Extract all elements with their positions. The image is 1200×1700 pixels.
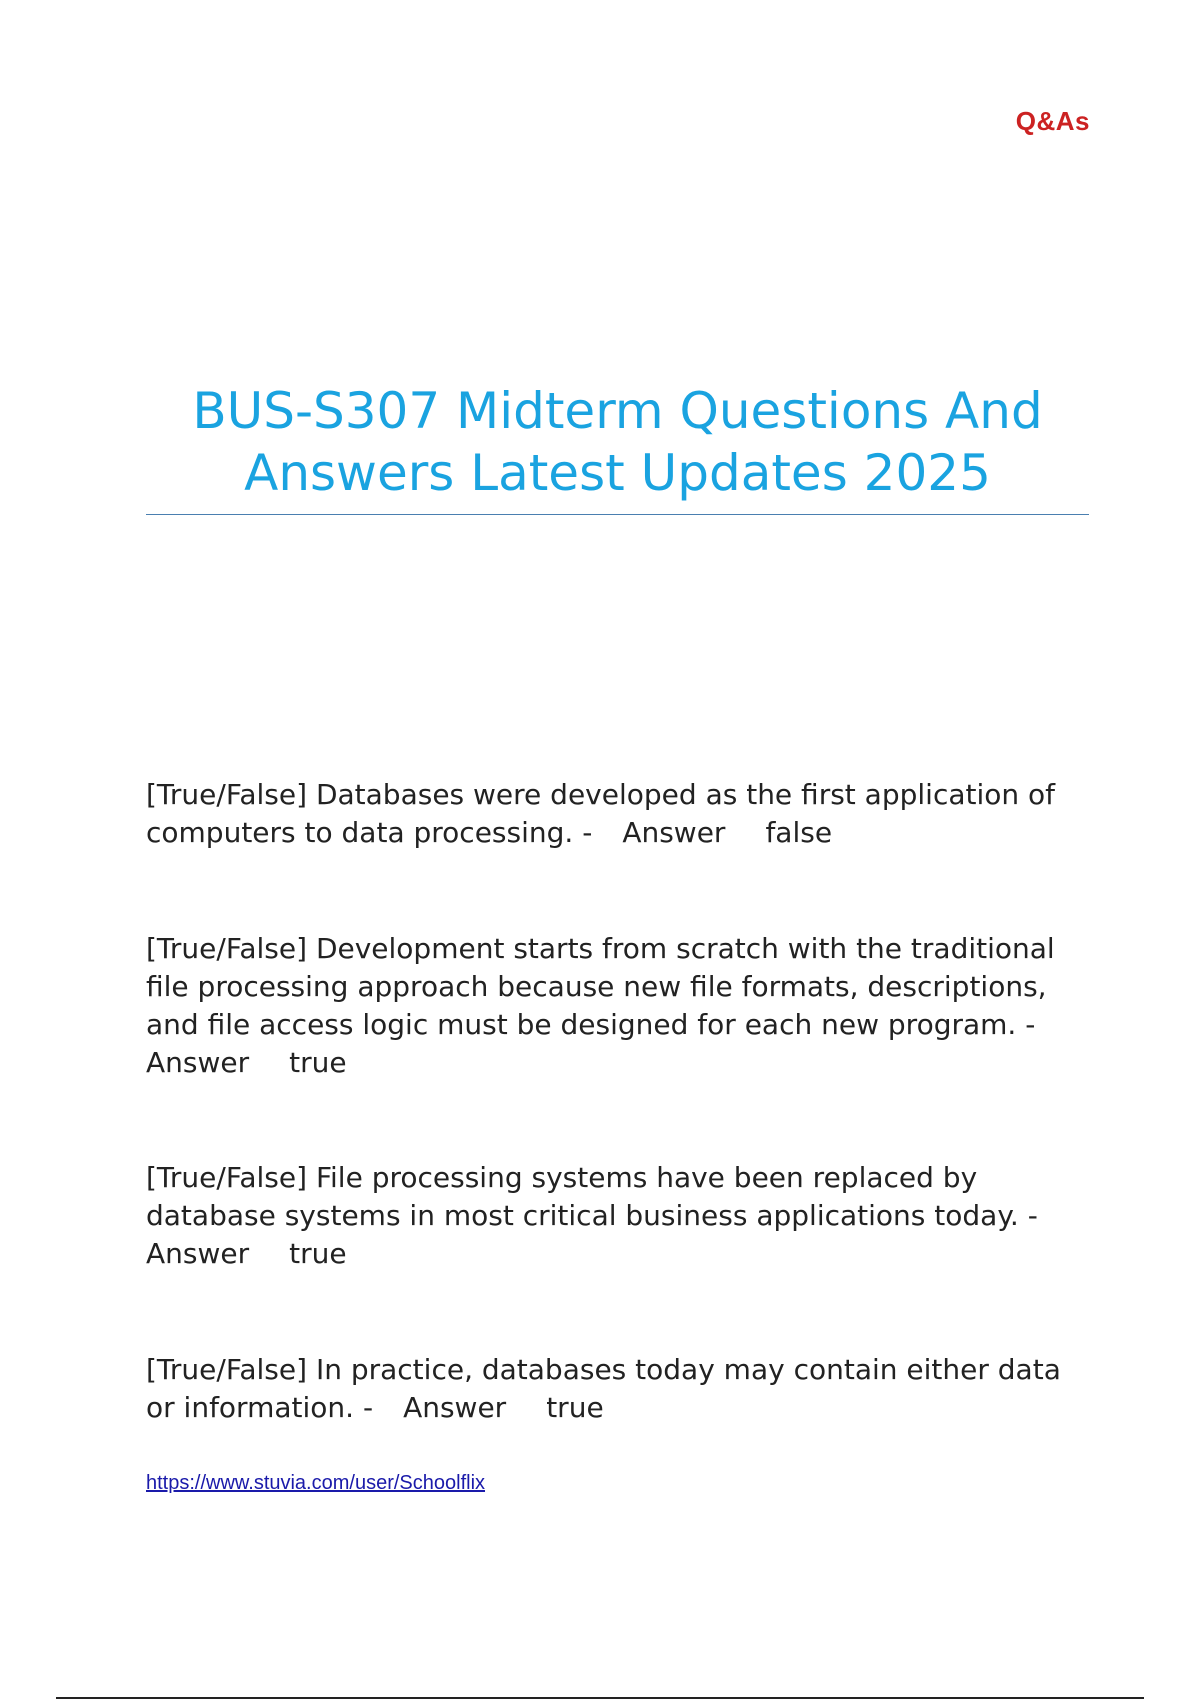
answer-label: Answer [403, 1391, 507, 1424]
question-text: [True/False] Development starts from scratch with the traditional file processing approach because new file formats, descriptions, and file access logic must be designed for each new program. - [146, 932, 1055, 1041]
question-item [146, 776, 1086, 852]
question-item [146, 1159, 1086, 1273]
question-item [146, 930, 1086, 1082]
answer-label: Answer [146, 1237, 250, 1270]
question-text: [True/False] In practice, databases today may contain either data or information. - [146, 1353, 1061, 1424]
answer-value: true [546, 1391, 604, 1424]
title-line-1: BUS-S307 Midterm Questions And [192, 382, 1043, 440]
bottom-divider [56, 1697, 1144, 1699]
qa-tag: Q&As [1015, 106, 1090, 136]
answer-label: Answer [146, 1046, 250, 1079]
answer-value: false [765, 816, 833, 849]
question-text: [True/False] Databases were developed as the first application of computers to data processing. - [146, 778, 1056, 849]
page-title [146, 380, 1089, 515]
title-line-2: Answers Latest Updates 2025 [244, 444, 991, 502]
question-text: [True/False] File processing systems have been replaced by database systems in most critical business applications today. - [146, 1161, 1038, 1232]
answer-value: true [289, 1046, 347, 1079]
answer-label: Answer [622, 816, 726, 849]
question-item [146, 1351, 1086, 1427]
stuvia-link[interactable]: https://www.stuvia.com/user/Schoolflix [146, 1472, 486, 1494]
answer-value: true [289, 1237, 347, 1270]
